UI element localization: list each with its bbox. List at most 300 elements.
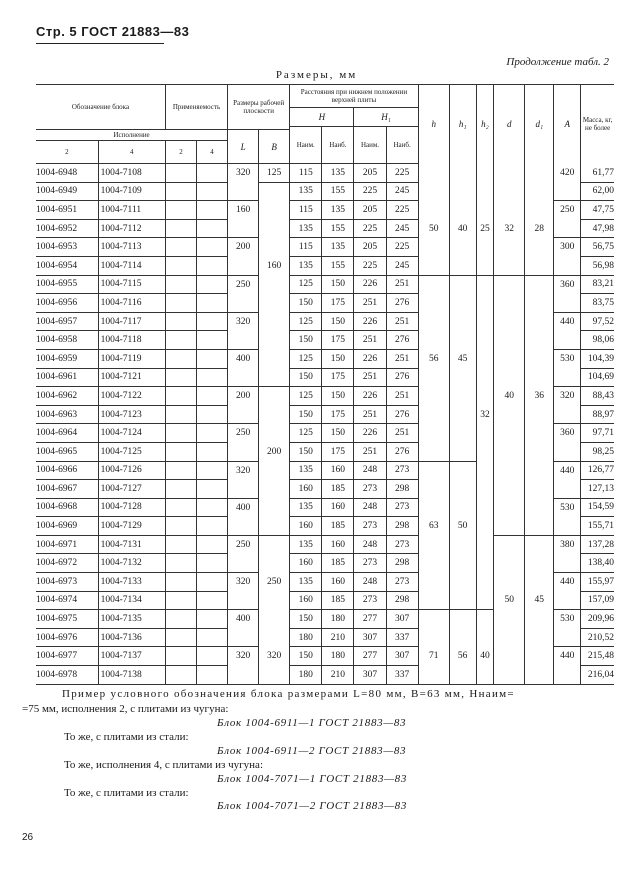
cell-d1 (525, 331, 554, 350)
header-execution: Исполнение (36, 130, 228, 141)
cell-Hmax: 185 (322, 591, 354, 610)
cell-L: 320 (228, 461, 259, 480)
cell-d1 (525, 424, 554, 443)
cell-ap4 (197, 647, 228, 666)
cell-Hmax: 185 (322, 480, 354, 499)
cell-h1 (449, 331, 476, 350)
cell-ap2 (165, 349, 196, 368)
cell-B (259, 331, 290, 350)
sizes-label: Размеры, мм (275, 69, 358, 81)
cell-B (259, 201, 290, 220)
cell-ap4 (197, 182, 228, 201)
cell-ap4 (197, 424, 228, 443)
cell-Hmax: 210 (322, 628, 354, 647)
cell-h: 71 (418, 647, 449, 666)
cell-d: 40 (494, 387, 525, 406)
cell-H1max: 298 (386, 591, 418, 610)
cell-A (554, 182, 581, 201)
header-H1-min: Наим. (354, 127, 386, 164)
header-col-4: 4 (98, 141, 165, 164)
cell-d1 (525, 573, 554, 592)
header-h: h (418, 85, 449, 164)
cell-mass: 215,48 (581, 647, 614, 666)
cell-Hmax: 160 (322, 461, 354, 480)
cell-ap2 (165, 368, 196, 387)
cell-h2 (476, 201, 494, 220)
cell-H1min: 251 (354, 294, 386, 313)
cell-d (494, 647, 525, 666)
cell-c2: 1004-6978 (36, 666, 98, 685)
cell-Hmin: 180 (290, 666, 322, 685)
cell-Hmin: 150 (290, 442, 322, 461)
cell-ap4 (197, 442, 228, 461)
cell-c4: 1004-7116 (98, 294, 165, 313)
cell-c4: 1004-7129 (98, 517, 165, 536)
cell-ap2 (165, 256, 196, 275)
cell-ap4 (197, 591, 228, 610)
cell-c4: 1004-7124 (98, 424, 165, 443)
cell-H1min: 225 (354, 219, 386, 238)
cell-ap2 (165, 666, 196, 685)
cell-A: 250 (554, 201, 581, 220)
cell-d1 (525, 368, 554, 387)
cell-L: 400 (228, 498, 259, 517)
cell-c4: 1004-7117 (98, 312, 165, 331)
cell-A (554, 331, 581, 350)
cell-L (228, 331, 259, 350)
table-row (36, 219, 614, 238)
cell-d1: 45 (525, 591, 554, 610)
cell-A: 440 (554, 573, 581, 592)
cell-h (418, 573, 449, 592)
cell-d (494, 573, 525, 592)
table-row (36, 554, 614, 573)
cell-c4: 1004-7131 (98, 535, 165, 554)
cell-H1max: 276 (386, 294, 418, 313)
cell-Hmax: 175 (322, 294, 354, 313)
cell-d (494, 517, 525, 536)
cell-ap4 (197, 666, 228, 685)
cell-h (418, 442, 449, 461)
cell-c2: 1004-6955 (36, 275, 98, 294)
header-L: L (228, 130, 259, 164)
cell-L: 200 (228, 387, 259, 406)
cell-h1 (449, 461, 476, 480)
cell-d1 (525, 480, 554, 499)
cell-Hmin: 135 (290, 256, 322, 275)
cell-c2: 1004-6957 (36, 312, 98, 331)
cell-ap4 (197, 480, 228, 499)
cell-h1 (449, 405, 476, 424)
cell-B: 250 (259, 573, 290, 592)
table-row (36, 201, 614, 220)
cell-L (228, 480, 259, 499)
cell-H1min: 248 (354, 498, 386, 517)
header-d: d (494, 85, 525, 164)
table-row (36, 256, 614, 275)
header-d1: d₁ (525, 85, 554, 164)
cell-mass: 126,77 (581, 461, 614, 480)
cell-ap2 (165, 442, 196, 461)
cell-h1 (449, 312, 476, 331)
cell-Hmin: 150 (290, 294, 322, 313)
header-H: H (290, 108, 354, 127)
header-applicability: Применяемость (165, 85, 227, 130)
cell-mass: 83,75 (581, 294, 614, 313)
cell-mass: 83,21 (581, 275, 614, 294)
cell-mass: 97,71 (581, 424, 614, 443)
cell-mass: 56,98 (581, 256, 614, 275)
cell-Hmax: 150 (322, 387, 354, 406)
cell-B (259, 219, 290, 238)
cell-A (554, 294, 581, 313)
cell-H1min: 226 (354, 349, 386, 368)
cell-L (228, 368, 259, 387)
cell-H1min: 248 (354, 461, 386, 480)
cell-h1 (449, 610, 476, 629)
cell-d (494, 461, 525, 480)
cell-h (418, 368, 449, 387)
cell-h1 (449, 294, 476, 313)
cell-h2 (476, 535, 494, 554)
cell-c2: 1004-6954 (36, 256, 98, 275)
cell-c2: 1004-6968 (36, 498, 98, 517)
cell-c2: 1004-6952 (36, 219, 98, 238)
cell-A: 380 (554, 535, 581, 554)
cell-ap2 (165, 294, 196, 313)
table-row (36, 405, 614, 424)
cell-H1min: 248 (354, 535, 386, 554)
cell-c2: 1004-6969 (36, 517, 98, 536)
cell-c4: 1004-7133 (98, 573, 165, 592)
cell-d1: 36 (525, 387, 554, 406)
cell-L: 320 (228, 164, 259, 183)
cell-H1max: 251 (386, 387, 418, 406)
cell-h2 (476, 294, 494, 313)
cell-h1: 40 (449, 219, 476, 238)
cell-mass: 104,69 (581, 368, 614, 387)
cell-mass: 127,13 (581, 480, 614, 499)
table-row (36, 535, 614, 554)
cell-c4: 1004-7114 (98, 256, 165, 275)
cell-h2 (476, 517, 494, 536)
cell-c4: 1004-7119 (98, 349, 165, 368)
cell-A (554, 591, 581, 610)
table-row (36, 275, 614, 294)
cell-A (554, 628, 581, 647)
cell-ap2 (165, 591, 196, 610)
table-row (36, 182, 614, 201)
cell-h1 (449, 182, 476, 201)
cell-L (228, 405, 259, 424)
cell-L: 250 (228, 424, 259, 443)
cell-h1 (449, 628, 476, 647)
cell-c2: 1004-6975 (36, 610, 98, 629)
cell-H1max: 225 (386, 201, 418, 220)
cell-c2: 1004-6951 (36, 201, 98, 220)
cell-c4: 1004-7112 (98, 219, 165, 238)
cell-B (259, 517, 290, 536)
cell-c4: 1004-7137 (98, 647, 165, 666)
cell-L: 320 (228, 573, 259, 592)
cell-d (494, 498, 525, 517)
cell-H1min: 273 (354, 517, 386, 536)
cell-c4: 1004-7122 (98, 387, 165, 406)
cell-c4: 1004-7118 (98, 331, 165, 350)
cell-ap2 (165, 387, 196, 406)
cell-ap2 (165, 182, 196, 201)
cell-B: 320 (259, 647, 290, 666)
cell-d1 (525, 666, 554, 685)
table-row (36, 628, 614, 647)
cell-L (228, 294, 259, 313)
cell-A (554, 405, 581, 424)
cell-A (554, 442, 581, 461)
cell-Hmin: 160 (290, 480, 322, 499)
cell-ap2 (165, 312, 196, 331)
cell-H1max: 337 (386, 628, 418, 647)
cell-h2 (476, 349, 494, 368)
cell-c4: 1004-7136 (98, 628, 165, 647)
cell-H1max: 298 (386, 554, 418, 573)
cell-L (228, 517, 259, 536)
cell-mass: 104,39 (581, 349, 614, 368)
cell-Hmin: 150 (290, 610, 322, 629)
cell-mass: 137,28 (581, 535, 614, 554)
cell-B (259, 424, 290, 443)
cell-B: 200 (259, 442, 290, 461)
cell-d1 (525, 312, 554, 331)
cell-c2: 1004-6974 (36, 591, 98, 610)
table-row (36, 238, 614, 257)
cell-H1max: 245 (386, 219, 418, 238)
cell-d (494, 610, 525, 629)
cell-h (418, 387, 449, 406)
example-intro: Пример условного обозначения блока размерами L=80 мм, B=63 мм, Hнаим= (62, 688, 515, 700)
header-H-max: Наиб. (322, 127, 354, 164)
cell-ap2 (165, 573, 196, 592)
cell-d1 (525, 498, 554, 517)
cell-Hmax: 150 (322, 349, 354, 368)
cell-h1 (449, 591, 476, 610)
cell-ap2 (165, 164, 196, 183)
cell-d (494, 405, 525, 424)
cell-H1min: 226 (354, 387, 386, 406)
table-row (36, 312, 614, 331)
cell-B (259, 312, 290, 331)
cell-L (228, 442, 259, 461)
cell-mass: 88,43 (581, 387, 614, 406)
cell-ap2 (165, 238, 196, 257)
cell-d1 (525, 201, 554, 220)
cell-c2: 1004-6973 (36, 573, 98, 592)
cell-B (259, 387, 290, 406)
cell-h2: 40 (476, 647, 494, 666)
cell-mass: 210,52 (581, 628, 614, 647)
cell-h2: 32 (476, 405, 494, 424)
cell-L: 400 (228, 610, 259, 629)
cell-mass: 47,75 (581, 201, 614, 220)
cell-L: 400 (228, 349, 259, 368)
cell-c2: 1004-6971 (36, 535, 98, 554)
cell-Hmin: 135 (290, 498, 322, 517)
cell-c2: 1004-6976 (36, 628, 98, 647)
table-row (36, 442, 614, 461)
cell-ap2 (165, 517, 196, 536)
cell-d (494, 554, 525, 573)
cell-c2: 1004-6958 (36, 331, 98, 350)
cell-d1 (525, 275, 554, 294)
cell-c2: 1004-6965 (36, 442, 98, 461)
cell-c2: 1004-6964 (36, 424, 98, 443)
cell-h1 (449, 256, 476, 275)
cell-h (418, 405, 449, 424)
table-row (36, 498, 614, 517)
cell-h: 56 (418, 349, 449, 368)
header-H1: H₁ (354, 108, 418, 127)
example-intro-cont: =75 мм, исполнения 2, с плитами из чугуна: (22, 703, 229, 715)
header-app-4: 4 (197, 141, 228, 164)
header-col-2: 2 (36, 141, 98, 164)
cell-H1max: 273 (386, 573, 418, 592)
cell-h2 (476, 442, 494, 461)
cell-Hmin: 125 (290, 312, 322, 331)
cell-mass: 88,97 (581, 405, 614, 424)
cell-ap2 (165, 405, 196, 424)
cell-ap4 (197, 573, 228, 592)
cell-c4: 1004-7121 (98, 368, 165, 387)
cell-ap4 (197, 554, 228, 573)
cell-h1: 56 (449, 647, 476, 666)
cell-L (228, 256, 259, 275)
cell-h (418, 480, 449, 499)
cell-L (228, 628, 259, 647)
cell-H1max: 276 (386, 368, 418, 387)
cell-H1max: 337 (386, 666, 418, 685)
cell-H1max: 298 (386, 480, 418, 499)
cell-Hmax: 160 (322, 535, 354, 554)
cell-d (494, 256, 525, 275)
cell-L (228, 666, 259, 685)
cell-d1 (525, 182, 554, 201)
table-row (36, 164, 614, 183)
cell-c2: 1004-6977 (36, 647, 98, 666)
cell-H1max: 225 (386, 164, 418, 183)
cell-c4: 1004-7128 (98, 498, 165, 517)
cell-H1max: 245 (386, 182, 418, 201)
cell-d (494, 666, 525, 685)
cell-ap2 (165, 554, 196, 573)
cell-B (259, 610, 290, 629)
cell-h (418, 535, 449, 554)
cell-d1 (525, 405, 554, 424)
cell-ap4 (197, 219, 228, 238)
cell-Hmin: 135 (290, 535, 322, 554)
cell-d (494, 535, 525, 554)
cell-Hmin: 135 (290, 573, 322, 592)
cell-Hmax: 155 (322, 256, 354, 275)
cell-h2 (476, 628, 494, 647)
cell-H1min: 205 (354, 201, 386, 220)
cell-ap4 (197, 461, 228, 480)
cell-H1min: 251 (354, 368, 386, 387)
cell-h2 (476, 164, 494, 183)
cell-H1min: 307 (354, 666, 386, 685)
cell-H1min: 205 (354, 164, 386, 183)
cell-h2 (476, 387, 494, 406)
cell-H1max: 251 (386, 312, 418, 331)
cell-mass: 62,00 (581, 182, 614, 201)
cell-H1min: 226 (354, 275, 386, 294)
cell-ap4 (197, 405, 228, 424)
cell-Hmin: 150 (290, 331, 322, 350)
cell-A: 530 (554, 610, 581, 629)
cell-Hmin: 150 (290, 405, 322, 424)
cell-A (554, 480, 581, 499)
cell-Hmax: 185 (322, 517, 354, 536)
cell-L: 200 (228, 238, 259, 257)
cell-c4: 1004-7127 (98, 480, 165, 499)
cell-h2 (476, 238, 494, 257)
cell-B (259, 666, 290, 685)
cell-h1 (449, 238, 476, 257)
table-row (36, 610, 614, 629)
cell-A: 440 (554, 312, 581, 331)
cell-Hmin: 115 (290, 201, 322, 220)
cell-H1max: 298 (386, 517, 418, 536)
cell-L (228, 591, 259, 610)
example-designation-4: Блок 1004-7071—2 ГОСТ 21883—83 (217, 800, 408, 812)
cell-A: 320 (554, 387, 581, 406)
cell-c4: 1004-7126 (98, 461, 165, 480)
table-row (36, 647, 614, 666)
cell-c4: 1004-7135 (98, 610, 165, 629)
cell-A: 360 (554, 275, 581, 294)
cell-H1min: 251 (354, 405, 386, 424)
cell-h1: 45 (449, 349, 476, 368)
cell-d1 (525, 294, 554, 313)
cell-ap4 (197, 535, 228, 554)
cell-c4: 1004-7111 (98, 201, 165, 220)
cell-ap4 (197, 201, 228, 220)
cell-d (494, 424, 525, 443)
cell-L: 250 (228, 535, 259, 554)
cell-h1 (449, 535, 476, 554)
cell-ap4 (197, 387, 228, 406)
cell-mass: 155,71 (581, 517, 614, 536)
cell-h1 (449, 164, 476, 183)
cell-d1 (525, 349, 554, 368)
cell-h (418, 424, 449, 443)
table-row (36, 424, 614, 443)
cell-B: 160 (259, 256, 290, 275)
cell-h2 (476, 312, 494, 331)
cell-h (418, 628, 449, 647)
cell-Hmin: 125 (290, 387, 322, 406)
cell-L (228, 182, 259, 201)
cell-Hmin: 180 (290, 628, 322, 647)
cell-h1 (449, 573, 476, 592)
cell-Hmin: 160 (290, 554, 322, 573)
cell-B (259, 349, 290, 368)
cell-B (259, 498, 290, 517)
cell-H1min: 273 (354, 554, 386, 573)
cell-d1 (525, 442, 554, 461)
cell-ap2 (165, 535, 196, 554)
cell-c4: 1004-7132 (98, 554, 165, 573)
cell-d (494, 182, 525, 201)
blocks-table (36, 84, 614, 685)
